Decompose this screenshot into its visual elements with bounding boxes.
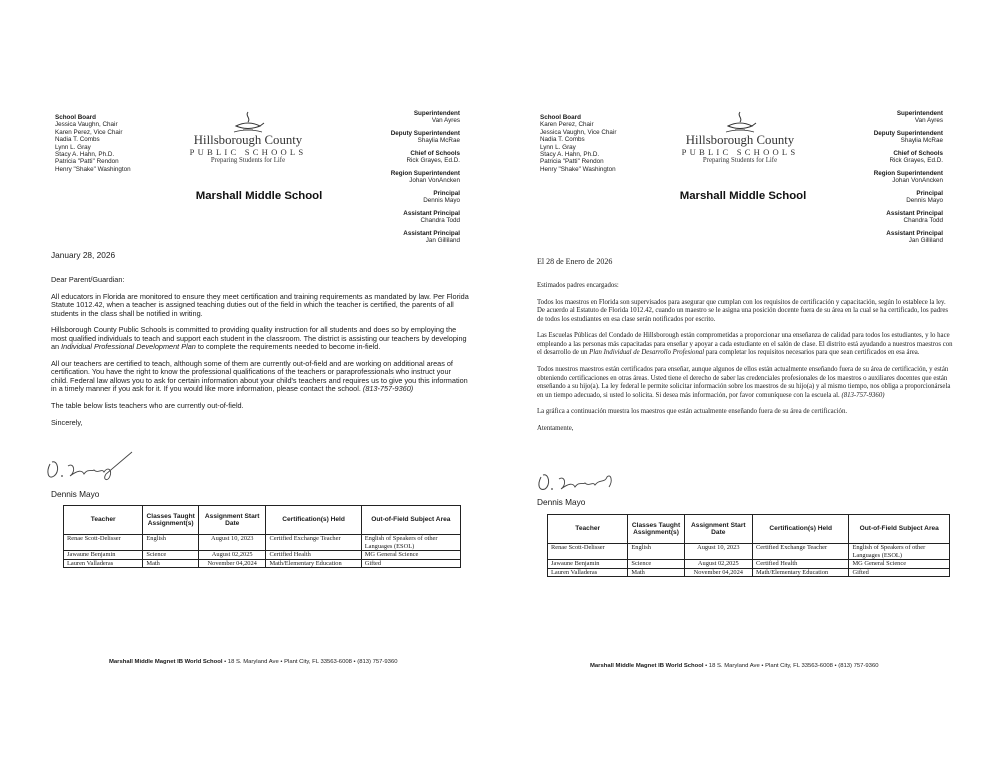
table-header-row bbox=[64, 506, 461, 535]
board-member: Lynn L. Gray bbox=[540, 143, 576, 151]
column-header: Teacher bbox=[548, 515, 628, 544]
school-phone: (813-757-9360) bbox=[841, 391, 885, 399]
admin-title: Principal bbox=[916, 190, 943, 197]
subject-area-cell: English of Speakers of other Languages (ESOL) bbox=[361, 535, 460, 551]
admin-name: Rick Grayes, Ed.D. bbox=[406, 157, 460, 165]
admin-title: Chief of Schools bbox=[893, 150, 943, 157]
lamp-of-learning-icon bbox=[723, 110, 757, 134]
column-header: Assignment Start Date bbox=[198, 506, 265, 535]
start-date-cell: August 10, 2023 bbox=[198, 535, 265, 551]
school-board-list bbox=[55, 114, 131, 173]
paragraph-3: Todos nuestros maestros están certificados para enseñar, aunque algunos de ellos están actualmente enseñando fuera de su área de certificación, y están obteniendo certificaciones en otras áreas. Usted tiene el derecho de saber las credenciales profesionales de los maestros o auxiliares docentes que están enseñando a su hijo(a). La ley federal le permite solicitar información sobre los maestros de su hijo(a) y al mismo tiempo, nos obliga a proporcionársela en un tiempo adecuado, si usted lo solicita. Si desea más información, por favor comuníquese con la escuela al. (813-757-9360) bbox=[537, 366, 951, 399]
school-name: Marshall Middle School bbox=[679, 190, 807, 202]
board-member: Karen Perez, Chair bbox=[540, 121, 594, 129]
district-subtitle: PUBLIC SCHOOLS bbox=[189, 147, 307, 157]
admin-title: Principal bbox=[433, 190, 460, 197]
admin-title: Deputy Superintendent bbox=[390, 130, 460, 137]
admin-name: Dennis Mayo bbox=[423, 197, 460, 205]
lamp-of-learning-icon bbox=[231, 110, 265, 134]
school-board-list bbox=[540, 114, 616, 173]
district-logo bbox=[168, 110, 328, 165]
letter-page-spanish bbox=[500, 0, 1000, 773]
column-header: Certification(s) Held bbox=[752, 515, 848, 544]
admin-name: Jan Gilliland bbox=[425, 237, 460, 245]
certification-cell: Math/Elementary Education bbox=[266, 559, 361, 568]
table-row bbox=[64, 535, 461, 551]
admin-name: Johan VonAncken bbox=[892, 177, 943, 185]
admin-title: Superintendent bbox=[896, 110, 943, 117]
column-header: Classes Taught Assignment(s) bbox=[143, 506, 199, 535]
admin-name: Chandra Todd bbox=[420, 217, 460, 225]
paragraph-2: Las Escuelas Públicas del Condado de Hillsborough están comprometidas a proporcionar una enseñanza de calidad para todos los estudiantes, y lo hace empleando a las personas más capacitadas para enseñar y apoyar a cada estudiante en el salón de clase. El distrito está ayudando a nuestros maestros con el desarrollo de un Plan Individual de Desarrollo Profesional para completar los requisitos necesarios para que sean certificados en esa área. bbox=[537, 332, 953, 357]
school-board-heading: School Board bbox=[55, 114, 96, 121]
board-member: Karen Perez, Vice Chair bbox=[55, 128, 123, 136]
district-tagline: Preparing Students for Life bbox=[210, 157, 286, 164]
board-member: Henry "Shake" Washington bbox=[55, 165, 131, 173]
paragraph-4: The table below lists teachers who are currently out-of-field. bbox=[51, 401, 244, 411]
administration-list bbox=[874, 110, 943, 250]
admin-name: Rick Grayes, Ed.D. bbox=[889, 157, 943, 165]
admin-name: Shaylia McRae bbox=[900, 137, 943, 145]
letter-date: January 28, 2026 bbox=[51, 250, 116, 260]
column-header: Certification(s) Held bbox=[266, 506, 361, 535]
subject-area-cell: MG General Science bbox=[849, 560, 950, 569]
subject-area-cell: MG General Science bbox=[361, 551, 460, 560]
class-cell: Science bbox=[628, 560, 684, 569]
signature-image bbox=[535, 463, 635, 495]
out-of-field-table bbox=[63, 505, 461, 568]
certification-cell: Certified Health bbox=[266, 551, 361, 560]
class-cell: Math bbox=[628, 568, 684, 577]
out-of-field-table bbox=[547, 514, 950, 577]
footer-school-name: Marshall Middle Magnet IB World School bbox=[109, 659, 223, 665]
footer-address: • 18 S. Maryland Ave • Plant City, FL 33563-6008 • (813) 757-9360 bbox=[222, 659, 398, 665]
admin-name: Van Ayres bbox=[914, 117, 943, 125]
class-cell: Math bbox=[143, 559, 199, 568]
certification-cell: Certified Health bbox=[752, 560, 848, 569]
subject-area-cell: English of Speakers of other Languages (ESOL) bbox=[849, 544, 950, 560]
board-member: Henry "Shake" Washington bbox=[540, 165, 616, 173]
column-header: Classes Taught Assignment(s) bbox=[628, 515, 684, 544]
subject-area-cell: Gifted bbox=[849, 568, 950, 577]
school-board-heading: School Board bbox=[540, 114, 581, 121]
start-date-cell: August 02,2025 bbox=[684, 560, 752, 569]
admin-title: Assistant Principal bbox=[886, 210, 943, 217]
district-tagline: Preparing Students for Life bbox=[702, 157, 778, 164]
letter-date: El 28 de Enero de 2026 bbox=[537, 257, 613, 266]
plan-name: Plan Individual de Desarrollo Profesional bbox=[589, 349, 705, 357]
admin-title: Region Superintendent bbox=[873, 170, 943, 177]
school-name: Marshall Middle School bbox=[195, 190, 323, 202]
board-member: Lynn L. Gray bbox=[55, 143, 91, 151]
board-member: Jessica Vaughn, Chair bbox=[55, 121, 118, 129]
start-date-cell: November 04,2024 bbox=[198, 559, 265, 568]
table-header-row bbox=[548, 515, 950, 544]
certification-cell: Certified Exchange Teacher bbox=[266, 535, 361, 551]
greeting: Estimados padres encargados: bbox=[537, 282, 619, 289]
closing: Atentamente, bbox=[537, 424, 574, 432]
letter-body bbox=[537, 282, 955, 442]
letter-body bbox=[51, 276, 469, 436]
admin-title: Chief of Schools bbox=[410, 150, 460, 157]
district-logo bbox=[660, 110, 820, 165]
board-member: Jessica Vaughn, Vice Chair bbox=[540, 128, 617, 136]
column-header: Teacher bbox=[64, 506, 143, 535]
board-member: Nadia T. Combs bbox=[55, 136, 100, 144]
class-cell: English bbox=[628, 544, 684, 560]
teacher-cell: Renae Scott-Delisser bbox=[64, 535, 143, 551]
school-phone: (813-757-9360) bbox=[362, 384, 414, 394]
start-date-cell: August 02,2025 bbox=[198, 551, 265, 560]
teacher-cell: Jawaune Benjamin bbox=[64, 551, 143, 560]
board-member: Stacy A. Hahn, Ph.D. bbox=[540, 151, 600, 159]
board-member: Nadia T. Combs bbox=[540, 136, 585, 144]
greeting: Dear Parent/Guardian: bbox=[51, 275, 125, 284]
table-row bbox=[64, 559, 461, 568]
signer-name: Dennis Mayo bbox=[537, 497, 586, 507]
paragraph-2: Hillsborough County Public Schools is committed to providing quality instruction for all students and does so by employing the most qualified individuals to teach and support each student in the classroom. The district is assisting our teachers by developing an Individual Professional Development Plan to complete the requirements needed to become in-field. bbox=[51, 325, 467, 352]
teacher-cell: Renae Scott-Delisser bbox=[548, 544, 628, 560]
plan-name: Individual Professional Development Plan bbox=[61, 342, 196, 352]
letter-footer bbox=[109, 659, 398, 665]
paragraph-1: Todos los maestros en Florida son supervisados para asegurar que cumplan con los requisitos de certificación y capacitación, según lo establece la ley. De acuerdo al Estatuto de Florida 1012.42, cuando un maestro se le asigna una posición docente fuera de su área en la cual se ha certificado, los padres de todos los estudiantes en esa clase serán notificados por escrito. bbox=[537, 298, 949, 323]
admin-name: Chandra Todd bbox=[903, 217, 943, 225]
class-cell: Science bbox=[143, 551, 199, 560]
admin-title: Assistant Principal bbox=[403, 230, 460, 237]
column-header: Assignment Start Date bbox=[684, 515, 752, 544]
paragraph-1: All educators in Florida are monitored to ensure they meet certification and training requirements as mandated by law. Per Florida Statute 1012.42, when a teacher is assigned teaching duties out of the field in which the teacher is certified, the parents of all students in the class shall be notified in writing. bbox=[51, 291, 469, 318]
column-header: Out-of-Field Subject Area bbox=[849, 515, 950, 544]
letter-footer bbox=[590, 663, 879, 669]
administration-list bbox=[391, 110, 460, 250]
teacher-cell: Jawaune Benjamin bbox=[548, 560, 628, 569]
district-subtitle: PUBLIC SCHOOLS bbox=[681, 147, 799, 157]
district-name: Hillsborough County bbox=[193, 133, 303, 147]
paragraph-4: La gráfica a continuación muestra los maestros que están actualmente enseñando fuera de su área de certificación. bbox=[537, 408, 848, 416]
signer-name: Dennis Mayo bbox=[51, 489, 100, 499]
teacher-cell: Lauren Valladeras bbox=[548, 568, 628, 577]
admin-name: Shaylia McRae bbox=[417, 137, 460, 145]
paragraph-3: All our teachers are certified to teach, although some of them are currently out-of-field and are working on additional areas of certification. You have the right to know the professional qualifications of the teachers or paraprofessionals who instruct your child. Federal law allows you to ask for certain information about your child's teachers and requires us to give you this information in a timely manner if you ask for it. If you would like more information, please contact the school. (813-757-9360) bbox=[51, 359, 468, 394]
admin-name: Johan VonAncken bbox=[409, 177, 460, 185]
admin-name: Jan Gilliland bbox=[908, 237, 943, 245]
board-member: Patricia "Patti" Rendon bbox=[55, 158, 119, 166]
admin-title: Superintendent bbox=[413, 110, 460, 117]
subject-area-cell: Gifted bbox=[361, 559, 460, 568]
certification-cell: Math/Elementary Education bbox=[752, 568, 848, 577]
closing: Sincerely, bbox=[51, 417, 83, 427]
table-row bbox=[548, 544, 950, 560]
table-row bbox=[548, 560, 950, 569]
footer-address: • 18 S. Maryland Ave • Plant City, FL 33563-6008 • (813) 757-9360 bbox=[703, 663, 879, 669]
admin-title: Deputy Superintendent bbox=[873, 130, 943, 137]
admin-title: Region Superintendent bbox=[390, 170, 460, 177]
table-row bbox=[548, 568, 950, 577]
column-header: Out-of-Field Subject Area bbox=[361, 506, 460, 535]
admin-name: Van Ayres bbox=[431, 117, 460, 125]
board-member: Patricia "Patti" Rendon bbox=[540, 158, 604, 166]
start-date-cell: November 04,2024 bbox=[684, 568, 752, 577]
admin-title: Assistant Principal bbox=[886, 230, 943, 237]
admin-title: Assistant Principal bbox=[403, 210, 460, 217]
teacher-cell: Lauren Valladeras bbox=[64, 559, 143, 568]
class-cell: English bbox=[143, 535, 199, 551]
start-date-cell: August 10, 2023 bbox=[684, 544, 752, 560]
admin-name: Dennis Mayo bbox=[906, 197, 943, 205]
signature-image bbox=[42, 446, 142, 484]
table-row bbox=[64, 551, 461, 560]
district-name: Hillsborough County bbox=[685, 133, 795, 147]
board-member: Stacy A. Hahn, Ph.D. bbox=[55, 151, 115, 159]
certification-cell: Certified Exchange Teacher bbox=[752, 544, 848, 560]
footer-school-name: Marshall Middle Magnet IB World School bbox=[590, 663, 704, 669]
